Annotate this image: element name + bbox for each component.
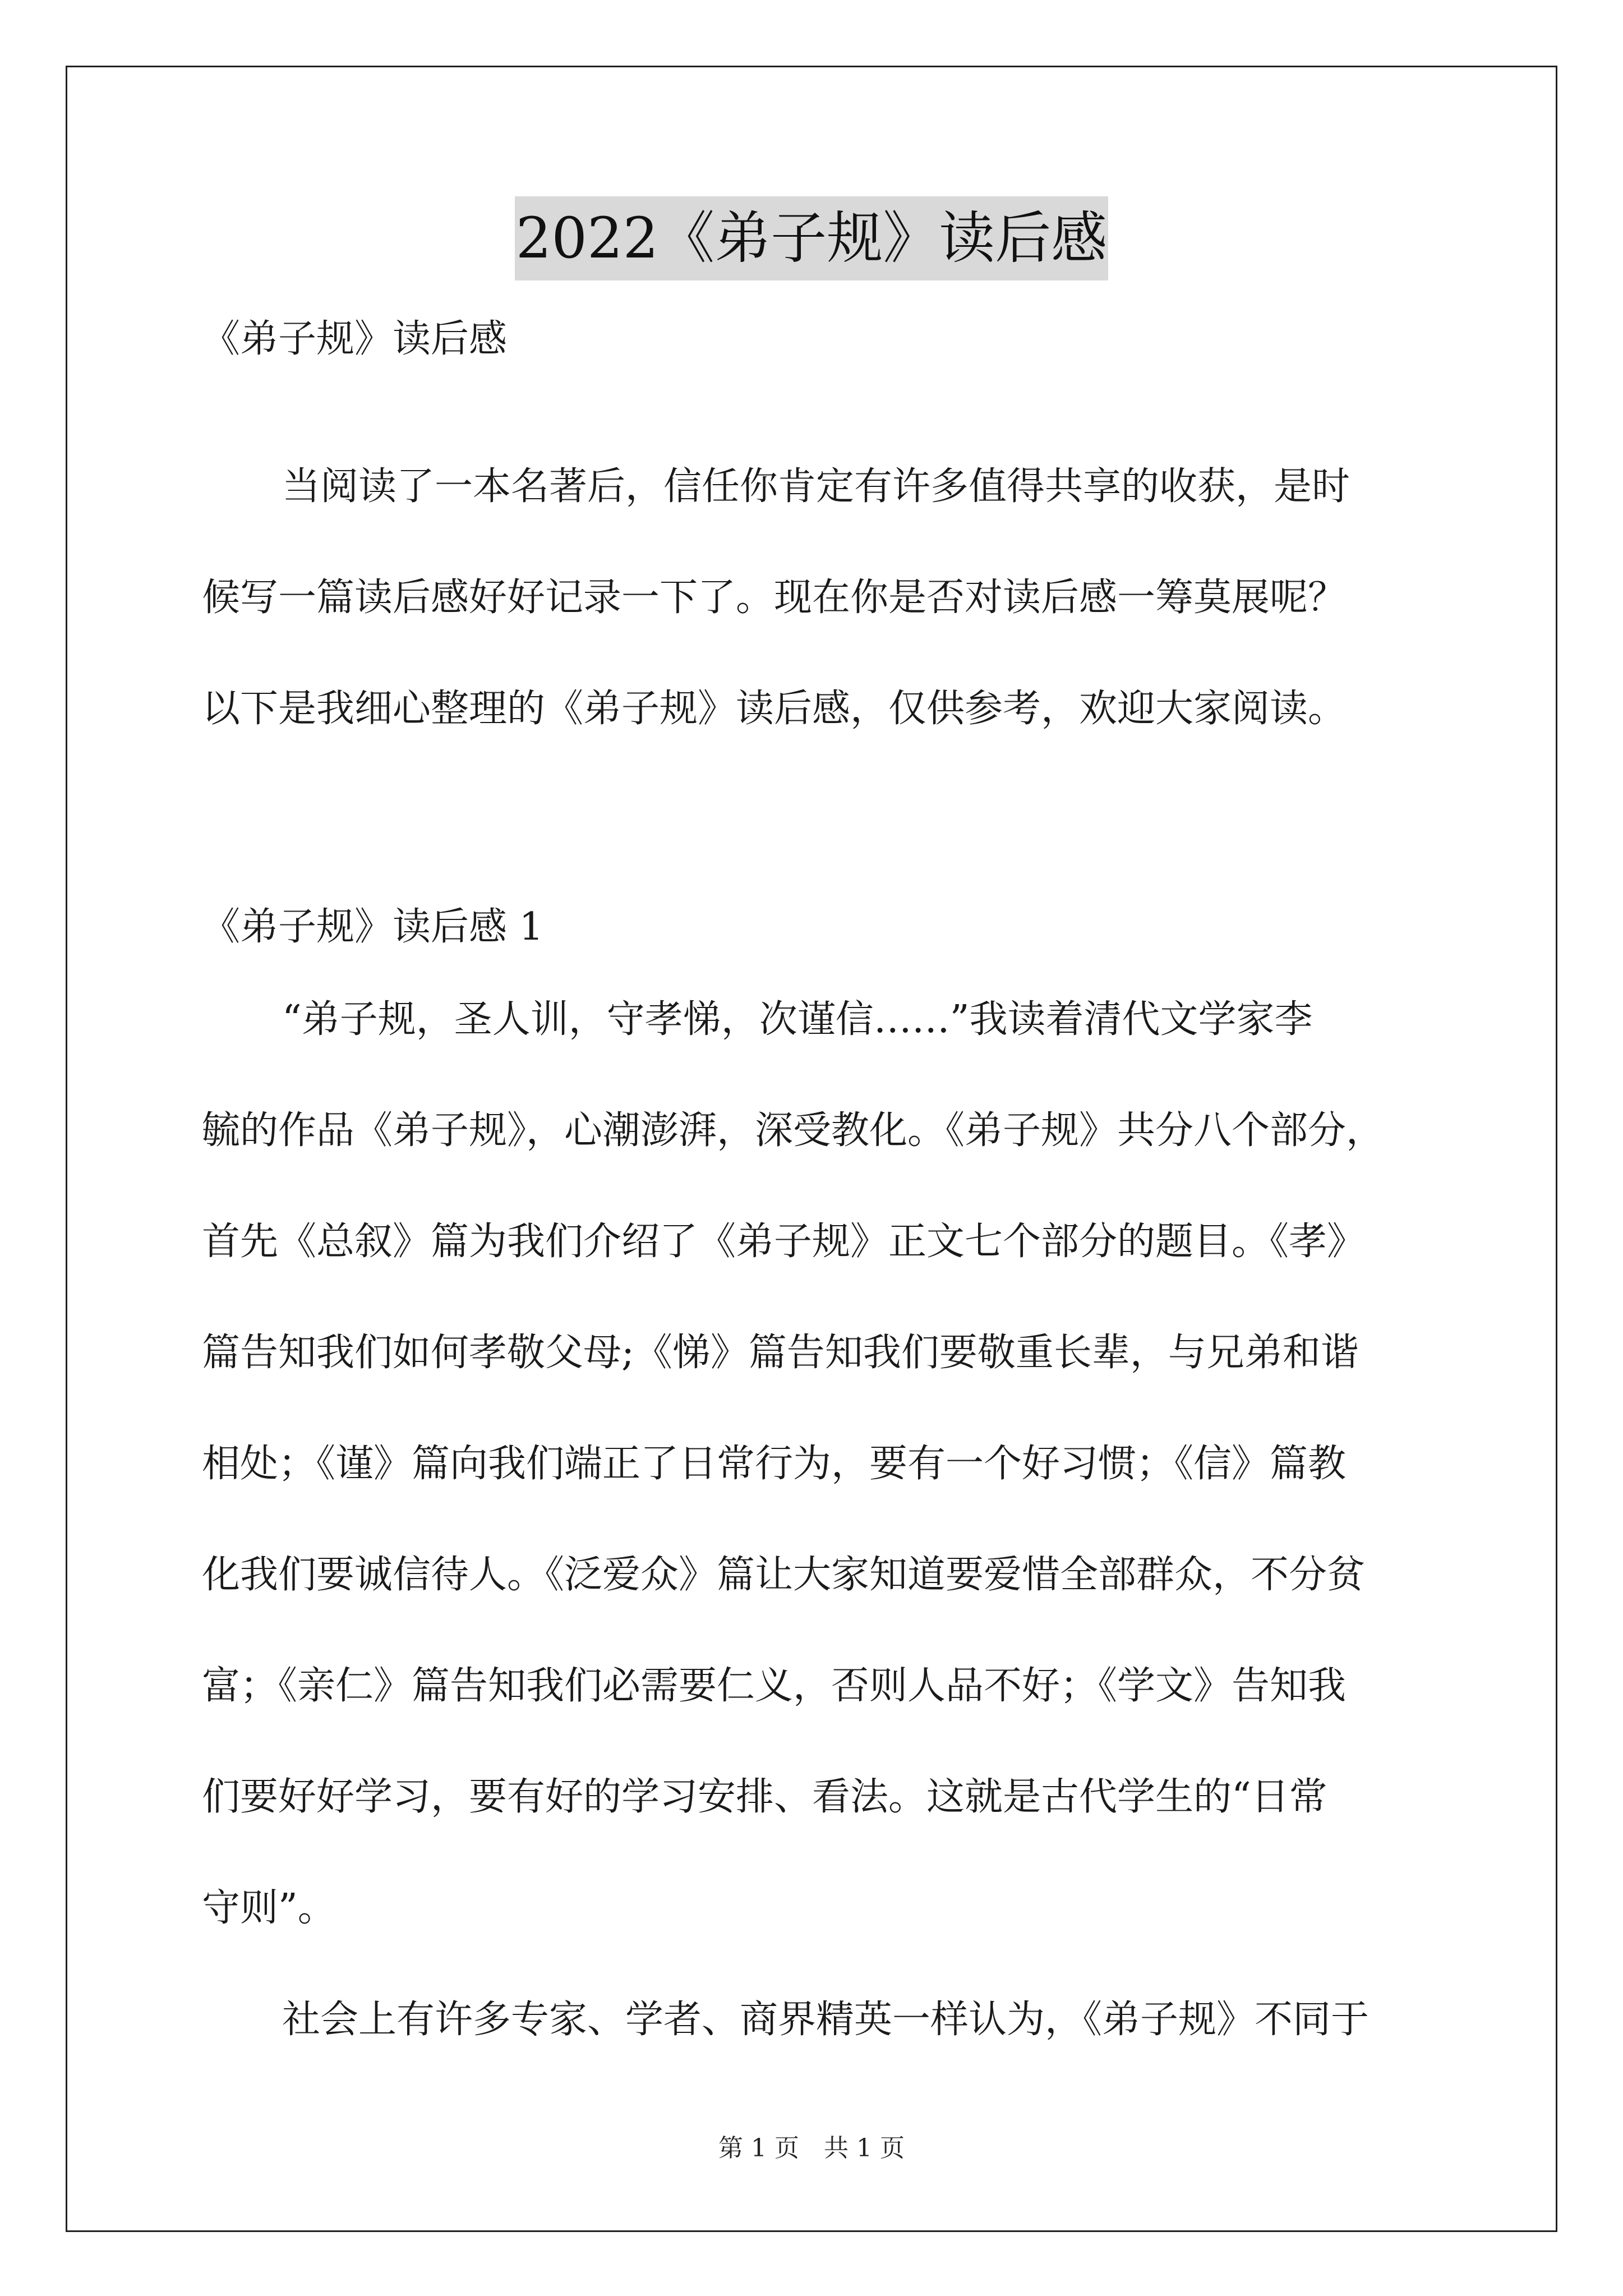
paragraph-line: 首先《总叙》篇为我们介绍了《弟子规》正文七个部分的题目。《孝》 xyxy=(202,1220,1366,1264)
page-number: 第 1 页 xyxy=(718,2134,799,2162)
paragraph-line: 富；《亲仁》篇告知我们必需要仁义，否则人品不好；《学文》告知我 xyxy=(202,1664,1347,1708)
paragraph-line: 守则”。 xyxy=(202,1886,336,1930)
intro-line: 当阅读了一本名著后，信任你肯定有许多值得共享的收获，是时 xyxy=(282,464,1350,509)
paragraph-line: 毓的作品《弟子规》，心潮澎湃，深受教化。《弟子规》共分八个部分， xyxy=(202,1108,1385,1153)
intro-line: 候写一篇读后感好好记录一下了。现在你是否对读后感一筹莫展呢？ xyxy=(202,576,1347,620)
title-container xyxy=(0,196,1623,280)
intro-line: 以下是我细心整理的《弟子规》读后感，仅供参考，欢迎大家阅读。 xyxy=(202,687,1347,731)
subtitle: 《弟子规》读后感 xyxy=(202,317,508,361)
paragraph-line: “弟子规，圣人训，守孝悌，次谨信……”我读着清代文学家李 xyxy=(282,997,1313,1042)
page-total: 共 1 页 xyxy=(824,2134,905,2162)
section-heading: 《弟子规》读后感 1 xyxy=(202,905,543,949)
paragraph-line: 化我们要诚信待人。《泛爱众》篇让大家知道要爱惜全部群众，不分贫 xyxy=(202,1553,1366,1597)
paragraph-line: 社会上有许多专家、学者、商界精英一样认为，《弟子规》不同于 xyxy=(282,1998,1370,2042)
page-footer xyxy=(0,2132,1623,2165)
paragraph-line: 相处；《谨》篇向我们端正了日常行为，要有一个好习惯；《信》篇教 xyxy=(202,1442,1347,1486)
paragraph-line: 篇告知我们如何孝敬父母;《悌》篇告知我们要敬重长辈，与兄弟和谐 xyxy=(202,1331,1359,1375)
document-title: 2022《弟子规》读后感 xyxy=(515,196,1109,280)
paragraph-line: 们要好好学习，要有好的学习安排、看法。这就是古代学生的“日常 xyxy=(202,1775,1327,1819)
